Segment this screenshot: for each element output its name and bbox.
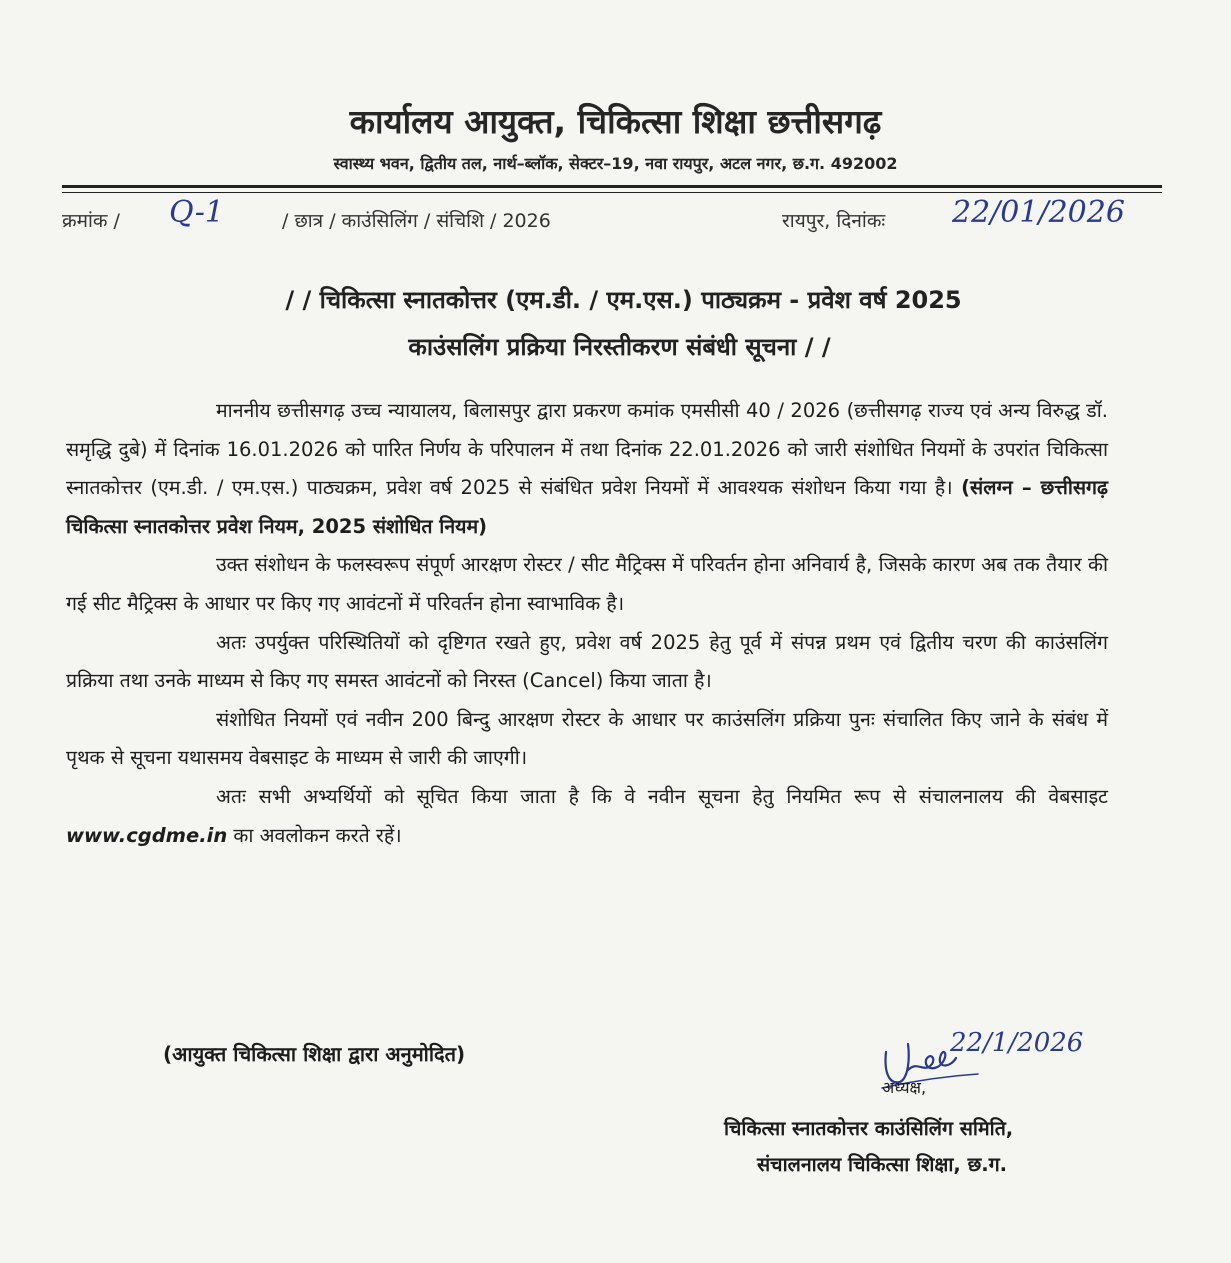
header-rule-thick	[62, 185, 1162, 188]
attachment-note: (संलग्न – छत्तीसगढ़ चिकित्सा स्नातकोत्तर प्रवेश नियम, 2025 संशोधित नियम)	[66, 476, 1109, 538]
paragraph-5-text: अतः सभी अभ्यर्थियों को सूचित किया जाता है कि वे नवीन सूचना हेतु नियमित रूप से संचालनालय की वेबसाइट	[216, 784, 1108, 808]
paragraph-2: उक्त संशोधन के फलस्वरूप संपूर्ण आरक्षण रोस्टर / सीट मैट्रिक्स में परिवर्तन होना अनिवार्य है, जिसके कारण अब तक तैयार की गई सीट मैट्रिक्स के आधार पर किए गए आवंटनों में परिवर्तन होना स्वाभाविक है।	[66, 553, 1108, 615]
header-rule-thin	[62, 192, 1162, 193]
paragraph-5	[66, 778, 1108, 855]
reference-suffix: / छात्र / काउंसिलिंग / संचिशि / 2026	[282, 210, 551, 232]
subject-line-2: काउंसलिंग प्रक्रिया निरस्तीकरण संबंधी सूचना / /	[408, 333, 831, 361]
paragraph-4: संशोधित नियमों एवं नवीन 200 बिन्दु आरक्षण रोस्टर के आधार पर काउंसलिंग प्रक्रिया पुनः संचालित किए जाने के संबंध में पृथक से सूचना यथासमय वेबसाइट के माध्यम से जारी की जाएगी।	[66, 707, 1108, 770]
reference-number-handwritten: Q-1	[169, 195, 224, 230]
date-handwritten: 22/01/2026	[952, 195, 1125, 230]
paragraph-1-text: माननीय छत्तीसगढ़ उच्च न्यायालय, बिलासपुर द्वारा प्रकरण कमांक एमसीसी 40 / 2026 (छत्तीसगढ़ राज्य एवं अन्य विरुद्ध डॉ. समृद्धि दुबे) में दिनांक 16.01.2026 को पारित निर्णय के परिपालन में तथा दिनांक 22.01.2026 को जारी संशोधित नियमों के उपरांत चिकित्सा स्नातकोत्तर (एम.डी. / एम.एस.) पाठ्यक्रम, प्रवेश वर्ष 2025 से संबंधित प्रवेश नियमों में आवश्यक संशोधन किया गया है।	[66, 399, 1108, 500]
signatory-committee: चिकित्सा स्नातकोत्तर काउंसिलिंग समिति,	[724, 1117, 1014, 1140]
signature-date-handwritten: 22/1/2026	[950, 1028, 1084, 1058]
reference-label: क्रमांक /	[62, 210, 120, 232]
paragraph-3: अतः उपर्युक्त परिस्थितियों को दृष्टिगत रखते हुए, प्रवेश वर्ष 2025 हेतु पूर्व में संपन्न प्रथम एवं द्वितीय चरण की काउंसलिंग प्रक्रिया तथा उनके माध्यम से किए गए समस्त आवंटनों को निरस्त (Cancel) किया जाता है।	[66, 630, 1108, 693]
signatory-designation: अध्यक्ष,	[882, 1078, 927, 1097]
website-link[interactable]: www.cgdme.in	[66, 823, 228, 847]
date-label: रायपुर, दिनांकः	[782, 210, 886, 232]
approval-note: (आयुक्त चिकित्सा शिक्षा द्वारा अनुमोदित)	[163, 1042, 466, 1066]
reference-line	[62, 195, 1162, 243]
subject-line-1: / / चिकित्सा स्नातकोत्तर (एम.डी. / एम.एस.) पाठ्यक्रम - प्रवेश वर्ष 2025	[285, 286, 962, 314]
signatory-directorate: संचालनालय चिकित्सा शिक्षा, छ.ग.	[757, 1153, 1008, 1176]
office-address: स्वास्थ्य भवन, द्वितीय तल, नार्थ–ब्लॉक, सेक्टर–19, नवा रायपुर, अटल नगर, छ.ग. 492002	[333, 154, 898, 173]
paragraph-1	[66, 392, 1108, 546]
office-title: कार्यालय आयुक्त, चिकित्सा शिक्षा छत्तीसगढ़	[349, 102, 882, 141]
notice-body	[66, 392, 1108, 855]
paragraph-5-end: का अवलोकन करते रहें।	[233, 823, 402, 847]
